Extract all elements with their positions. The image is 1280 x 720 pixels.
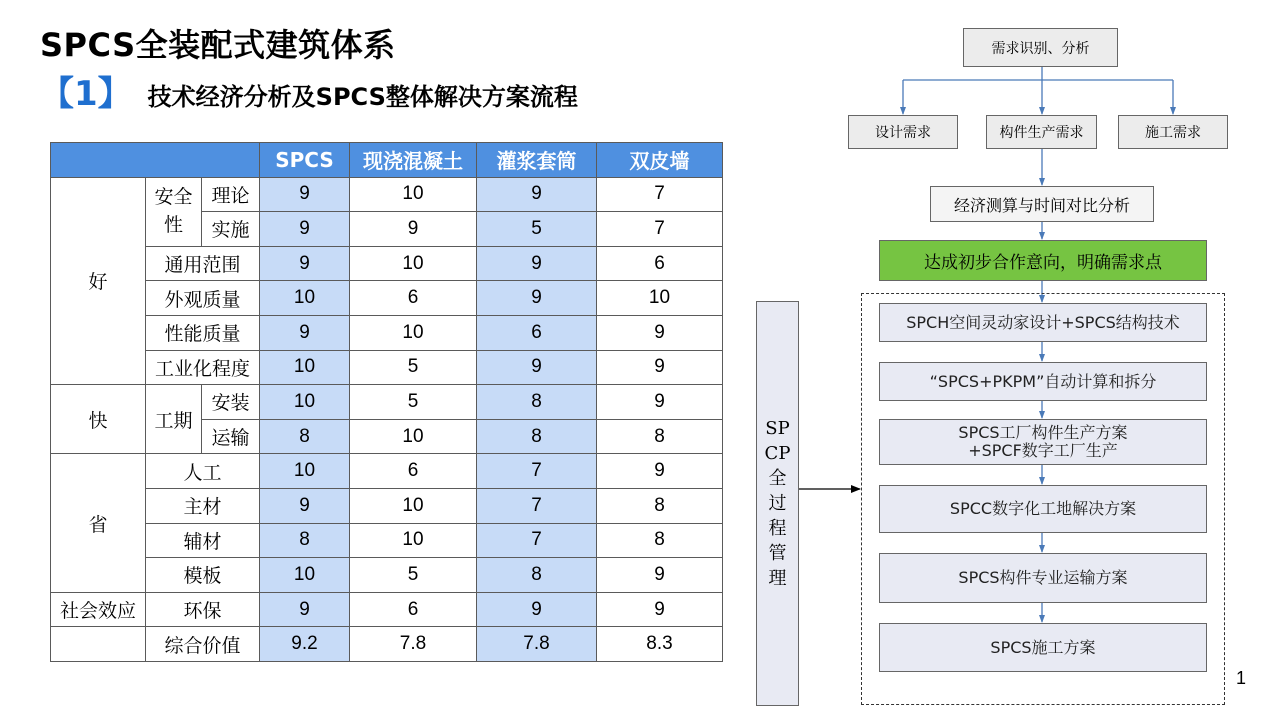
cell: 10: [260, 558, 350, 593]
flow-box-production: 构件生产需求: [986, 115, 1097, 149]
flow-box-construction: 施工需求: [1118, 115, 1228, 149]
cell: 5: [350, 350, 477, 385]
category-fast: 快: [51, 385, 146, 454]
category-good: 好: [51, 177, 146, 385]
cell: 8: [597, 488, 723, 523]
cell: 8.3: [597, 627, 723, 662]
side-management-box: [756, 301, 799, 706]
cell: 9: [350, 212, 477, 247]
category-social: 社会效应: [51, 592, 146, 627]
flow-step-factory-line2: +SPCF数字工厂生产: [968, 441, 1118, 460]
cell: 10: [350, 177, 477, 212]
cell: 5: [350, 385, 477, 420]
cell: 9: [260, 315, 350, 350]
label-overall: 综合价值: [146, 627, 260, 662]
cell: 10: [260, 281, 350, 316]
cell: 7.8: [477, 627, 597, 662]
cell: 9: [260, 592, 350, 627]
category-save: 省: [51, 454, 146, 592]
label-formwork: 模板: [146, 558, 260, 593]
cell: 10: [350, 419, 477, 454]
cell: 8: [477, 419, 597, 454]
cell: 6: [597, 246, 723, 281]
cell: 5: [350, 558, 477, 593]
header-grout-sleeve: 灌浆套筒: [477, 143, 597, 178]
cell: 6: [350, 281, 477, 316]
header-cast-in-place: 现浇混凝土: [350, 143, 477, 178]
flow-box-analysis: 经济测算与时间对比分析: [930, 186, 1154, 222]
cell: 6: [477, 315, 597, 350]
cell: 9: [477, 281, 597, 316]
label-implementation: 实施: [202, 212, 260, 247]
cell: 9.2: [260, 627, 350, 662]
flow-step-site: SPCC数字化工地解决方案: [879, 485, 1207, 533]
cell: 10: [260, 350, 350, 385]
cell: 8: [477, 385, 597, 420]
cell: 7.8: [350, 627, 477, 662]
label-theory: 理论: [202, 177, 260, 212]
section-title: 技术经济分析及SPCS整体解决方案流程: [147, 82, 578, 111]
flow-box-agreement: 达成初步合作意向，明确需求点: [879, 240, 1207, 281]
cell: 9: [477, 246, 597, 281]
cell: 9: [597, 315, 723, 350]
cell: 10: [350, 315, 477, 350]
cell: 7: [477, 454, 597, 489]
cell: 10: [350, 488, 477, 523]
label-performance: 性能质量: [146, 315, 260, 350]
cell: 10: [597, 281, 723, 316]
cell: 9: [597, 385, 723, 420]
cell: 10: [350, 523, 477, 558]
cell: 9: [477, 592, 597, 627]
cell: 8: [260, 523, 350, 558]
flow-step-transport: SPCS构件专业运输方案: [879, 553, 1207, 603]
label-environment: 环保: [146, 592, 260, 627]
flow-box-design: 设计需求: [848, 115, 958, 149]
label-appearance: 外观质量: [146, 281, 260, 316]
cell: 7: [477, 488, 597, 523]
flow-step-factory-line1: SPCS工厂构件生产方案: [958, 423, 1128, 442]
cell: 8: [597, 419, 723, 454]
cell: 9: [260, 488, 350, 523]
cell: 9: [477, 177, 597, 212]
cell: 9: [260, 246, 350, 281]
cell: 9: [260, 177, 350, 212]
cell: 9: [597, 350, 723, 385]
flow-step-calculation: “SPCS+PKPM”自动计算和拆分: [879, 362, 1207, 401]
cell: 9: [597, 454, 723, 489]
label-labor: 人工: [146, 454, 260, 489]
side-management-label: SPCP全过程管理: [764, 418, 791, 589]
cell: 10: [260, 385, 350, 420]
cell: 9: [597, 592, 723, 627]
cell: 8: [477, 558, 597, 593]
cell: 7: [477, 523, 597, 558]
cell: 9: [260, 212, 350, 247]
flow-step-factory: [879, 419, 1207, 465]
page-number: 1: [1236, 668, 1247, 688]
cell: 9: [597, 558, 723, 593]
label-scope: 通用范围: [146, 246, 260, 281]
flow-step-design: SPCH空间灵动家设计+SPCS结构技术: [879, 303, 1207, 342]
cell: 10: [260, 454, 350, 489]
flow-step-installation: SPCS施工方案: [879, 623, 1207, 672]
label-main-material: 主材: [146, 488, 260, 523]
label-industrialization: 工业化程度: [146, 350, 260, 385]
label-schedule: 工期: [146, 385, 202, 454]
cell: 7: [597, 177, 723, 212]
cell: 7: [597, 212, 723, 247]
label-aux-material: 辅材: [146, 523, 260, 558]
page-title: SPCS全装配式建筑体系: [40, 26, 396, 64]
header-spcs: SPCS: [260, 143, 350, 178]
label-installation: 安装: [202, 385, 260, 420]
cell: 9: [477, 350, 597, 385]
cell: 6: [350, 454, 477, 489]
cell: 10: [350, 246, 477, 281]
section-number: 【1】: [40, 74, 132, 114]
flow-box-requirement: 需求识别、分析: [963, 28, 1118, 67]
cell: 5: [477, 212, 597, 247]
label-safety: 安全性: [146, 177, 202, 246]
header-double-wall: 双皮墙: [597, 143, 723, 178]
label-transport: 运输: [202, 419, 260, 454]
cell: 8: [597, 523, 723, 558]
cell: 6: [350, 592, 477, 627]
cell: 8: [260, 419, 350, 454]
